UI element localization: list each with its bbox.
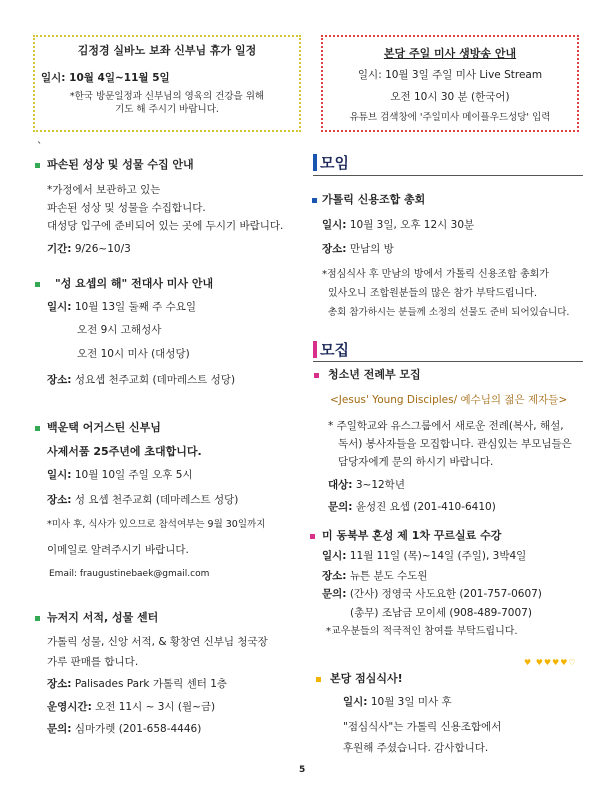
r2-contact2: (총무) 조남금 모이세 (908-489-7007)	[350, 607, 532, 619]
vacation-notice-box	[33, 35, 301, 132]
vacation-note-line1: *한국 방문일정과 신부님의 영육의 건강을 위해	[69, 91, 265, 102]
s3-email[interactable]: Email: fraugustinebaek@gmail.com	[49, 569, 210, 579]
s1-line1: *가정에서 보관하고 있는	[47, 184, 161, 196]
r3-note1: "점심식사"는 가톨릭 신용조합에서	[343, 721, 502, 733]
s3-note1: *미사 후, 식사가 있으므로 참석여부는 9월 30일까지	[47, 519, 266, 530]
s3-title2: 사제서품 25주년에 초대합니다.	[47, 445, 202, 458]
vacation-note-line2: 기도 해 주시기 바랍니다.	[115, 104, 219, 115]
m1-note3: 총회 참가하시는 분들께 소정의 선물도 준비 되어있습니다.	[328, 307, 570, 318]
s3-note2: 이메일로 알려주시기 바랍니다.	[47, 544, 189, 556]
livestream-line2: 오전 10시 30 분 (한국어)	[390, 91, 510, 103]
m1-title: 가톨릭 신용조합 총회	[322, 193, 426, 206]
page-number: 5	[299, 765, 306, 775]
r1-subtitle: <Jesus' Young Disciples/ 예수님의 젊은 제자들>	[330, 394, 568, 406]
r2-contact: 문의: (간사) 정영국 사도요한 (201-757-0607)	[322, 588, 542, 600]
s2-time1: 오전 9시 고해성사	[77, 324, 162, 336]
r2-note: *교우분들의 적극적인 참여를 부탁드립니다.	[326, 626, 518, 637]
vacation-title: 김정경 실바노 보좌 신부님 휴가 일정	[77, 44, 257, 57]
m1-note2: 있사오니 조합원분들의 많은 참가 부탁드립니다.	[328, 288, 538, 299]
bullet-icon	[310, 534, 315, 539]
r3-title: 본당 점심식사!	[330, 672, 403, 685]
bullet-icon	[316, 677, 321, 682]
divider	[313, 175, 583, 176]
s2-time2: 오전 10시 미사 (대성당)	[77, 348, 190, 360]
divider	[313, 361, 583, 362]
livestream-title: 본당 주일 미사 생방송 안내	[383, 47, 517, 60]
s4-line1: 가톨릭 성물, 신앙 서적, & 황창연 신부님 청국장	[47, 636, 268, 648]
meeting-heading-bar	[313, 154, 317, 171]
livestream-notice-box	[321, 35, 579, 132]
r2-place: 장소: 뉴튼 분도 수도원	[322, 570, 428, 582]
bullet-icon	[35, 426, 40, 431]
bullet-icon	[314, 373, 319, 378]
s4-place: 장소: Palisades Park 가톨릭 센터 1층	[47, 678, 228, 690]
bullet-icon	[35, 616, 40, 621]
r3-date: 일시: 10월 3일 미사 후	[343, 696, 452, 708]
r1-title: 청소년 전례부 모집	[328, 368, 421, 381]
r3-note2: 후원해 주셨습니다. 감사합니다.	[343, 742, 489, 754]
s3-date: 일시: 10월 10일 주일 오후 5시	[47, 469, 193, 481]
livestream-line1: 일시: 10월 3일 주일 미사 Live Stream	[357, 69, 543, 81]
s2-date: 일시: 10월 13일 둘째 주 수요일	[47, 301, 197, 313]
s4-title: 뉴저지 서적, 성물 센터	[47, 611, 159, 624]
s4-hours: 운영시간: 오전 11시 ~ 3시 (월~금)	[47, 701, 216, 713]
m1-date: 일시: 10월 3일, 오후 12시 30분	[322, 219, 475, 231]
r1-contact: 문의: 윤성진 요셉 (201-410-6410)	[328, 501, 496, 513]
vacation-dates: 일시: 10월 4일~11월 5일	[41, 72, 170, 84]
hearts-decoration: ♥ ♥♥♥♥♡	[524, 658, 577, 667]
s2-place: 장소: 성요셉 천주교회 (데마레스트 성당)	[47, 374, 236, 386]
s4-contact: 문의: 심마가렛 (201-658-4446)	[47, 723, 202, 735]
r1-note1: * 주일학교와 유스그룹에서 새로운 전례(복사, 해설,	[328, 420, 564, 432]
s3-place: 장소: 성 요셉 천주교회 (데마레스트 성당)	[47, 494, 239, 506]
r2-date: 일시: 11월 11일 (목)~14일 (주일), 3박4일	[322, 550, 527, 562]
m1-note1: *점심식사 후 만남의 방에서 가톨릭 신용조합 총회가	[322, 269, 549, 280]
meeting-heading: 모임	[320, 154, 349, 172]
bullet-icon	[35, 282, 40, 287]
tick-mark: `	[37, 141, 43, 153]
s1-title: 파손된 성상 및 성물 수집 안내	[47, 158, 194, 171]
s1-line2: 파손된 성상 및 성물을 수집합니다.	[47, 202, 206, 214]
bullet-icon	[35, 163, 40, 168]
s2-title: "성 요셉의 해" 전대사 미사 안내	[55, 277, 214, 290]
recruit-heading: 모집	[320, 341, 349, 359]
r1-note2: 독서) 봉사자들을 모집합니다. 관심있는 부모님들은	[338, 438, 572, 450]
s4-line2: 가루 판매를 합니다.	[47, 656, 139, 668]
r1-note3: 담당자에게 문의 하시기 바랍니다.	[338, 456, 494, 468]
bullet-icon	[312, 198, 317, 203]
s1-period: 기간: 9/26~10/3	[47, 243, 131, 255]
s1-line3: 대성당 입구에 준비되어 있는 곳에 두시기 바랍니다.	[47, 220, 284, 232]
r2-title: 미 동북부 혼성 제 1차 꾸르실료 수강	[322, 529, 502, 542]
livestream-line3: 유튜브 검색창에 '주일미사 메이플우드성당' 입력	[349, 112, 551, 123]
recruit-heading-bar	[313, 341, 317, 358]
r1-target: 대상: 3~12학년	[328, 479, 405, 491]
m1-place: 장소: 만남의 방	[322, 243, 394, 255]
s3-title: 백운택 어거스틴 신부님	[47, 421, 161, 434]
